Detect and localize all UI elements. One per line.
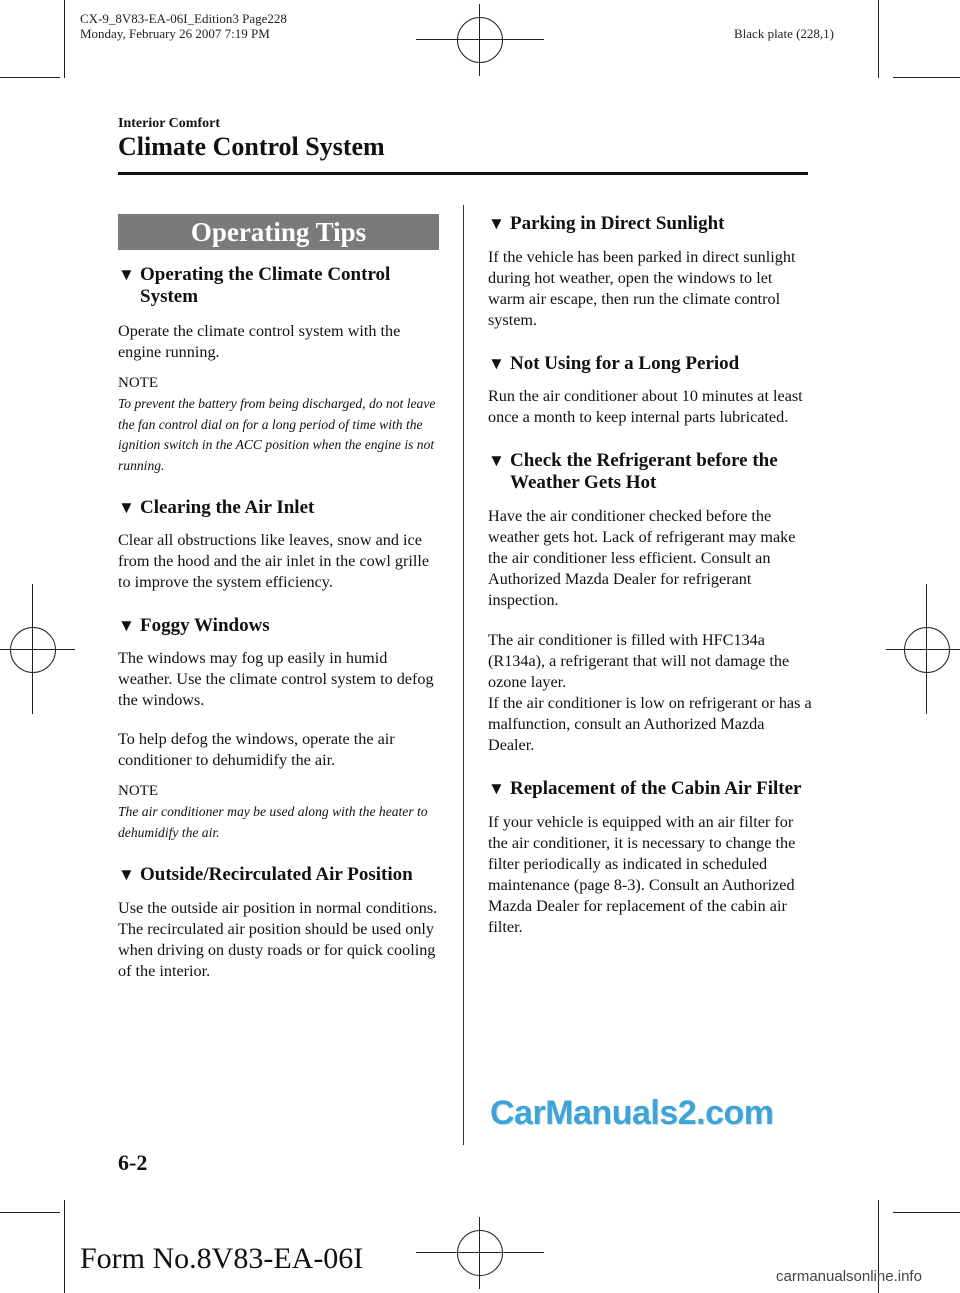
registration-mark-icon [457, 1230, 503, 1276]
print-date-line: Monday, February 26 2007 7:19 PM [80, 26, 270, 41]
header-rule [118, 172, 808, 175]
heading-text: Check the Refrigerant before the Weather Gets Hot [510, 450, 778, 493]
heading-parking-direct-sunlight [488, 213, 813, 235]
paragraph: To help defog the windows, operate the air conditioner to dehumidify the air. [118, 730, 395, 769]
paragraph: Clear all obstructions like leaves, snow and ice from the hood and the air inlet in the cowl grille to improve the system efficiency. [118, 531, 430, 591]
section-banner: Operating Tips [118, 214, 439, 250]
registration-mark-icon [457, 17, 503, 63]
heading-operating-climate-control [118, 264, 443, 308]
crop-mark [926, 584, 927, 714]
heading-outside-recirculated [118, 864, 443, 886]
crop-mark [893, 1212, 960, 1213]
note-text: To prevent the battery from being discharged, do not leave the fan control dial on for a long period of time with the ignition switch in the ACC position when the engine is not running. [118, 396, 436, 473]
right-column [488, 213, 813, 938]
page-number: 6-2 [118, 1150, 148, 1175]
down-triangle-icon: ▼ [118, 498, 135, 517]
column-divider [463, 205, 464, 1145]
paragraph: Run the air conditioner about 10 minutes at least once a month to keep internal parts lubricated. [488, 387, 803, 426]
paragraph: If the air conditioner is low on refrigerant or has a malfunction, consult an Authorized Mazda Dealer. [488, 694, 812, 754]
heading-text: Clearing the Air Inlet [140, 497, 315, 518]
crop-mark [479, 1217, 480, 1289]
heading-text: Operating the Climate Control System [140, 264, 391, 307]
crop-mark [0, 77, 60, 78]
crop-mark [0, 649, 75, 650]
heading-text: Outside/Recirculated Air Position [140, 864, 413, 885]
note-label: NOTE [118, 375, 158, 391]
down-triangle-icon: ▼ [118, 265, 135, 284]
chapter-title: Climate Control System [118, 132, 385, 161]
heading-text: Foggy Windows [140, 615, 270, 636]
crop-mark [0, 1212, 60, 1213]
down-triangle-icon: ▼ [118, 616, 135, 635]
heading-foggy-windows [118, 615, 443, 637]
crop-mark [479, 4, 480, 76]
paragraph: The air conditioner is filled with HFC134a (R134a), a refrigerant that will not damage the ozone layer. [488, 631, 790, 691]
paragraph: Use the outside air position in normal conditions. The recirculated air position should be used only when driving on dusty roads or for quick cooling of the interior. [118, 899, 438, 980]
left-column [118, 264, 443, 982]
paragraph: Operate the climate control system with the engine running. [118, 322, 401, 361]
heading-not-using-long-period [488, 353, 813, 375]
heading-text: Replacement of the Cabin Air Filter [510, 778, 802, 799]
down-triangle-icon: ▼ [118, 865, 135, 884]
down-triangle-icon: ▼ [488, 779, 505, 798]
crop-mark [416, 39, 544, 40]
down-triangle-icon: ▼ [488, 214, 505, 233]
crop-mark [416, 1252, 544, 1253]
heading-cabin-air-filter [488, 778, 813, 800]
heading-check-refrigerant [488, 450, 813, 494]
note-text: The air conditioner may be used along with the heater to dehumidify the air. [118, 804, 428, 840]
site-watermark: carmanualsonline.info [776, 1268, 922, 1285]
crop-mark [64, 0, 65, 78]
crop-mark [64, 1200, 65, 1293]
paragraph: The windows may fog up easily in humid weather. Use the climate control system to defog the windows. [118, 649, 434, 709]
down-triangle-icon: ▼ [488, 451, 505, 470]
print-file-line: CX-9_8V83-EA-06I_Edition3 Page228 [80, 11, 287, 26]
crop-mark [893, 77, 960, 78]
note-label: NOTE [118, 783, 158, 799]
paragraph: Have the air conditioner checked before the weather gets hot. Lack of refrigerant may make the air conditioner less efficient. Consult an Authorized Mazda Dealer for refrigerant inspection. [488, 507, 796, 609]
print-plate: Black plate (228,1) [734, 26, 834, 41]
heading-text: Parking in Direct Sunlight [510, 213, 725, 234]
paragraph: If your vehicle is equipped with an air filter for the air conditioner, it is necessary to change the filter periodically as indicated in scheduled maintenance (page 8-3). Consult an Authorized Mazda Dealer for replacement of the cabin air filter. [488, 813, 796, 936]
heading-clearing-air-inlet [118, 497, 443, 519]
crop-mark [878, 0, 879, 78]
paragraph: If the vehicle has been parked in direct sunlight during hot weather, open the windows to let warm air escape, then run the climate control system. [488, 248, 796, 329]
registration-mark-icon [10, 627, 56, 673]
form-number: Form No.8V83-EA-06I [80, 1242, 364, 1275]
carmanuals-watermark: CarManuals2.com [490, 1094, 774, 1132]
down-triangle-icon: ▼ [488, 354, 505, 373]
crop-mark [886, 649, 960, 650]
section-label: Interior Comfort [118, 116, 220, 131]
registration-mark-icon [904, 627, 950, 673]
crop-mark [32, 584, 33, 714]
heading-text: Not Using for a Long Period [510, 353, 740, 374]
